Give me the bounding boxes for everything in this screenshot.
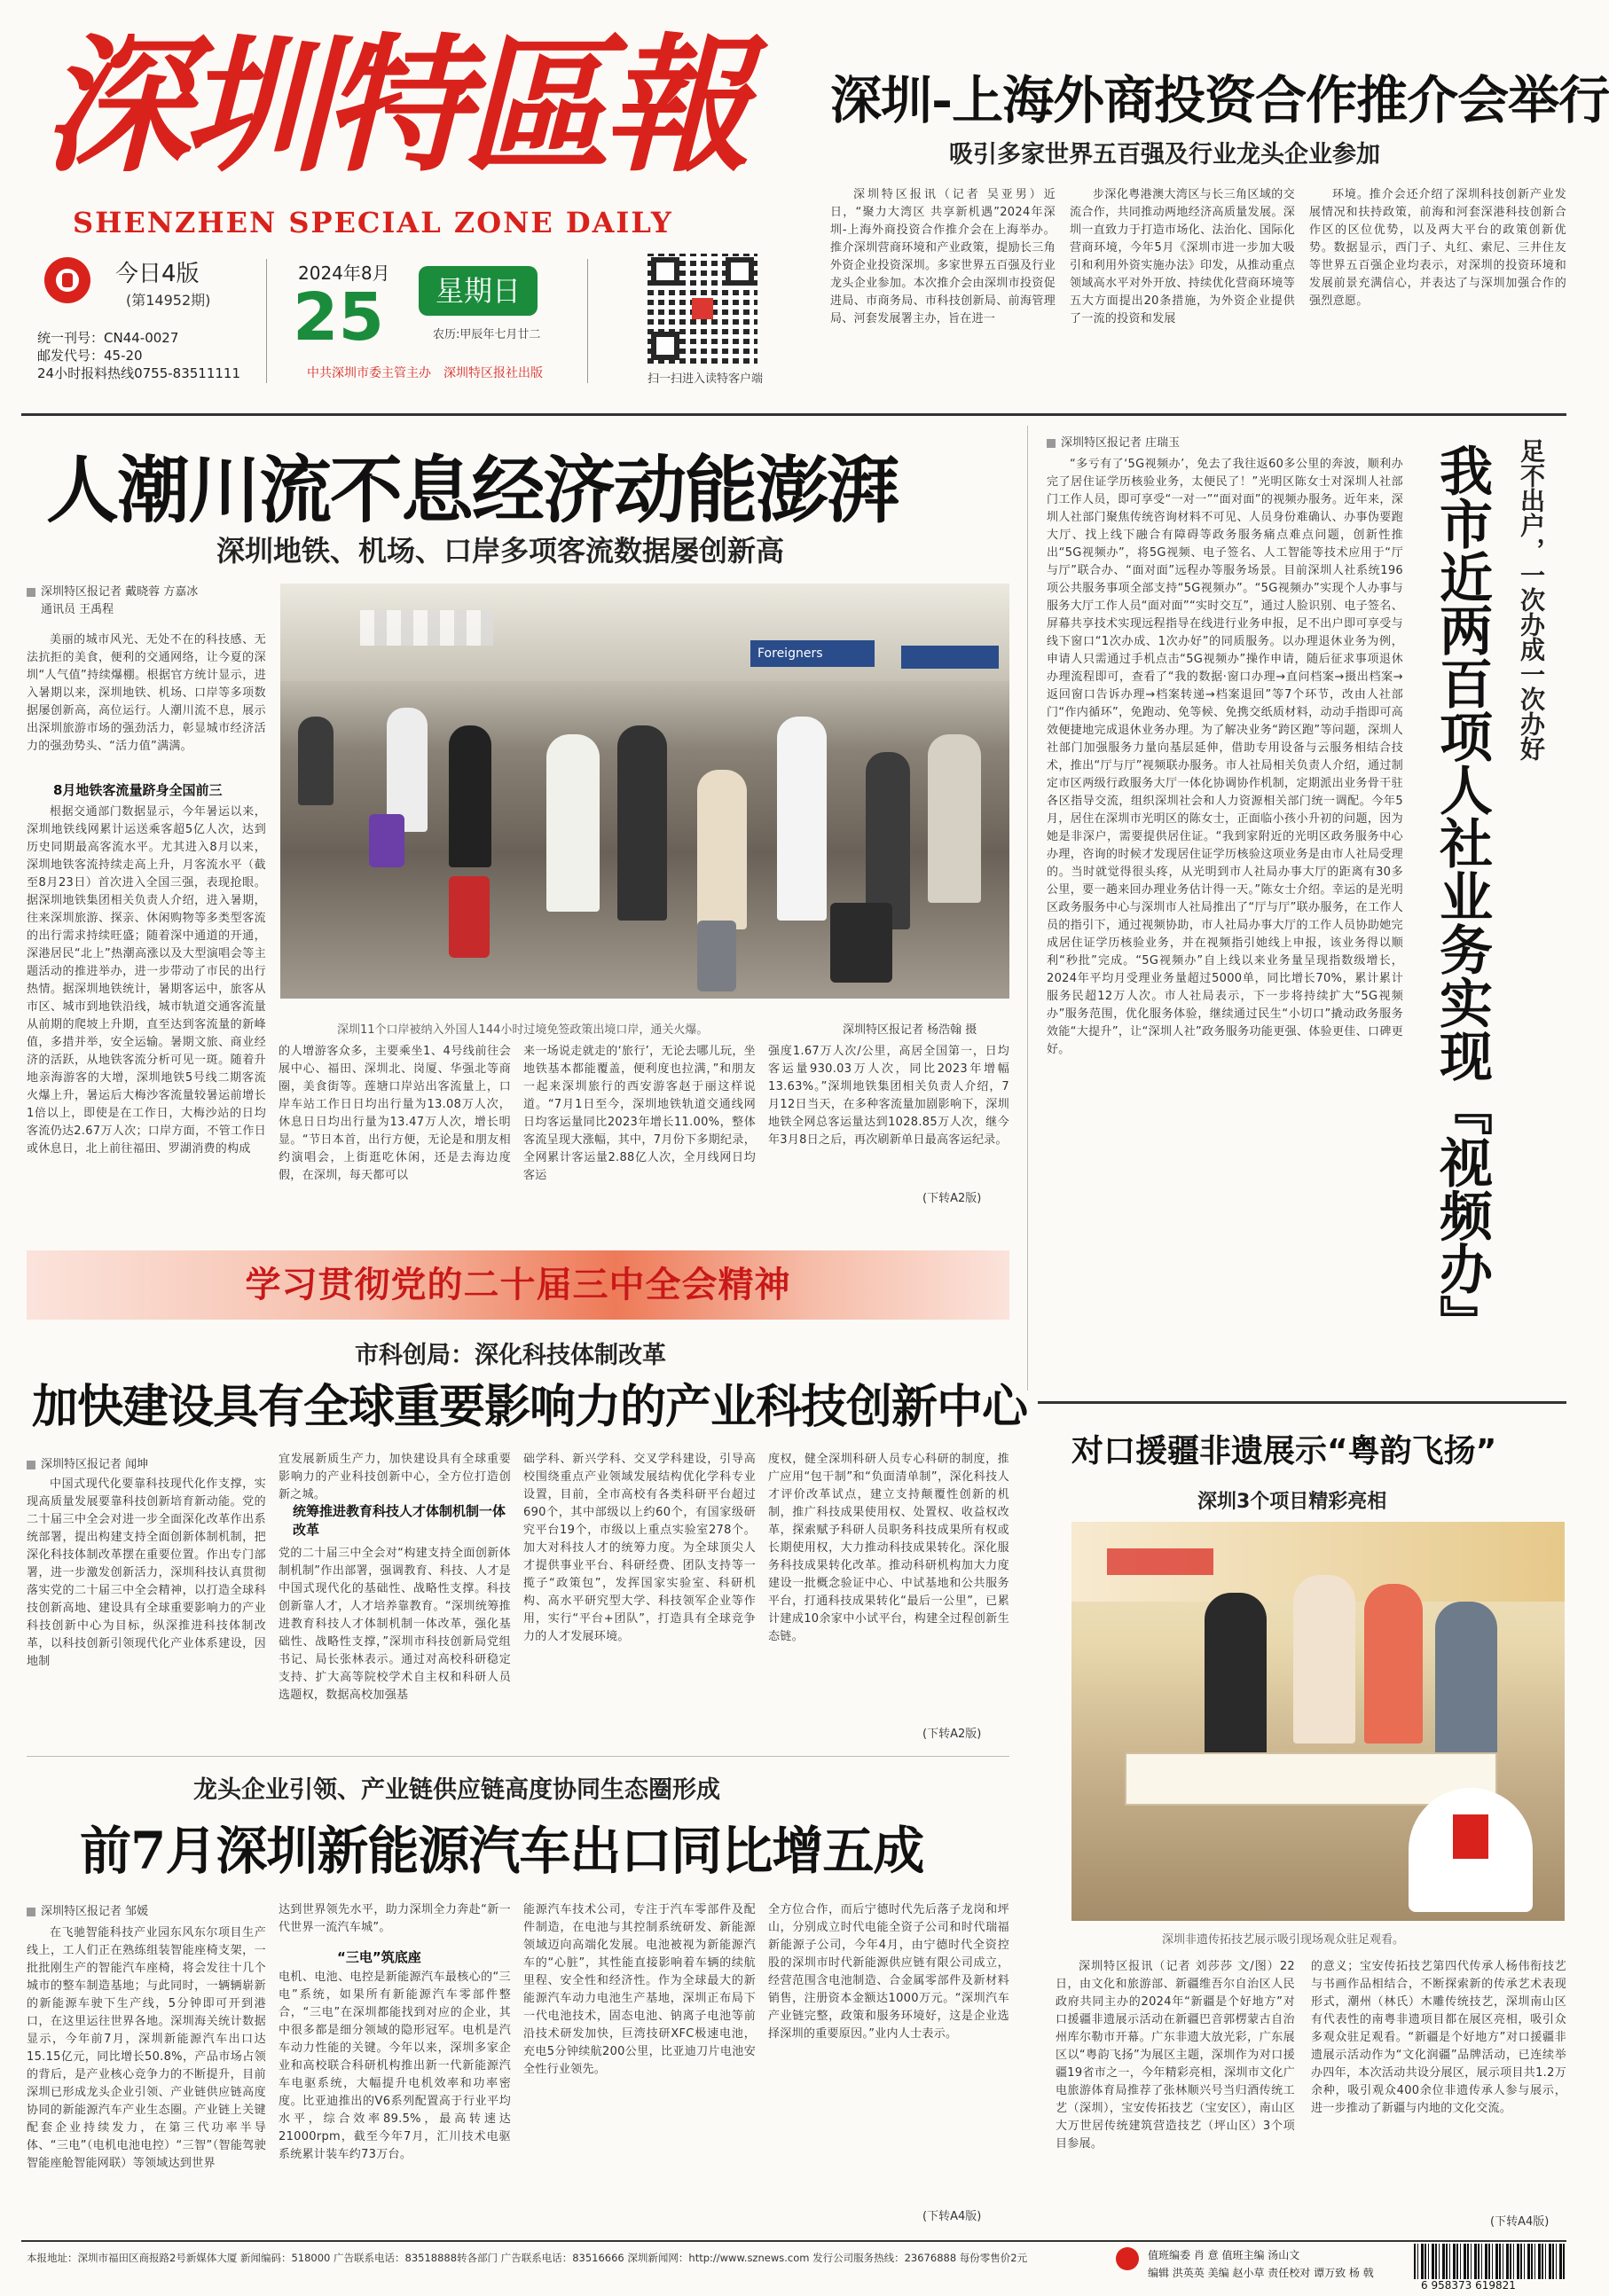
- date-year-month: 2024年8月: [298, 263, 390, 284]
- foreigners-sign: Foreigners: [750, 640, 875, 667]
- footer-editor-1: 值班编委 肖 意 值班主编 汤山文: [1148, 2249, 1300, 2261]
- nev-col-c: 能源汽车技术公司，专注于汽车零部件及配件制造，在电池与其控制系统研发、新能源领域迈向高端化发展。电池被视为新能源汽车的“心脏”，其性能直接影响着车辆的续航里程、安全性和经济性。作为全球最大的新能源汽车动力电池生产基地，深圳正布局下一代电池技术，固态电池、钠离子电池等前沿技术研发加快，巨湾技研XFC极速电池，充电5分钟续航200公里，比亚迪刀片电池安全性行业领先。: [523, 1903, 756, 2076]
- feiyi-continued[interactable]: (下转A4版): [1490, 2215, 1550, 2229]
- lead-continued[interactable]: (下转A2版): [922, 1192, 982, 1205]
- science-col-d: 度权，健全深圳科研人员专心科研的制度，推广应用“包干制”和“负面清单制”，深化科技人才评价改革试点，建立支持颠覆性创新的机制，推广科技成果使用权、处置权、收益权改革，探索赋予科研人员职务科技成果所有权或长期使用权，大力推动科技成果转化。深化服务科技成果转化改革。推动科研机构加大力度建设一批概念验证中心、中试基地和公共服务平台，打通科技成果转化“最后一公里”，已累计建成10余家中小试平台，构建全过程创新生态链。: [768, 1453, 1009, 1643]
- feiyi-photo-caption: 深圳非遗传拓技艺展示吸引现场观众驻足观看。: [1162, 1933, 1405, 1947]
- qr-caption: 扫一扫进入读特客户端: [648, 372, 764, 386]
- date-day: 25: [293, 279, 384, 356]
- barcode-number: 6 958373 619821: [1421, 2279, 1516, 2292]
- lead-subtitle-1: 8月地铁客流量跻身全国前三: [53, 782, 223, 798]
- science-subtitle: 统筹推进教育科技人才体制机制一体改革: [293, 1503, 506, 1538]
- top-story-headline[interactable]: 深圳-上海外商投资合作推介会举行: [830, 70, 1609, 130]
- nev-col-b: 达到世界领先水平，助力深圳全力奔赴“新一代世界一流汽车城”。: [279, 1903, 511, 1934]
- science-continued[interactable]: (下转A2版): [922, 1728, 982, 1741]
- feiyi-photo[interactable]: [1071, 1522, 1565, 1921]
- barcode: [1414, 2244, 1565, 2279]
- footer-editor-2: 编辑 洪英英 美编 赵小草 责任校对 谭万致 杨 戟: [1148, 2267, 1374, 2279]
- top-story-col3: 环境。推介会还介绍了深圳科技创新产业发展情况和扶持政策，前海和河套深港科技创新合作区的区位优势，以及两大平台的政策创新优势。数据显示，西门子、丸红、索尼、三井住友等世界五百强企业均表示，对深圳的投资环境和发展前景充满信心，并表达了与深圳加强合作的强烈意愿。: [1309, 188, 1566, 308]
- top-story-col2: 步深化粤港澳大湾区与长三角区域的交流合作，共同推动两地经济高质量发展。深圳一直致力于打造市场化、法治化、国际化营商环境，今年5月《深圳市进一步加大吸引和利用外资实施办法》印发，从推动重点领域高水平对外开放、持续优化营商环境等五大方面提出20条措施，为外资企业提供了一流的投资和发展: [1070, 188, 1295, 325]
- top-story-col1: 深圳特区报讯（记者 吴亚男）近日，“聚力大湾区 共享新机遇”2024年深圳-上海外商投资合作推介会在上海举办。推介深圳营商环境和产业政策，提励长三角外资企业投资深圳。多家世界五百强及行业龙头企业参加。本次推介会由深圳市投资促进局、市商务局、市科技创新局、前海管理局、河套发展署主办，旨在进一: [830, 188, 1056, 325]
- science-col-b2: 党的二十届三中全会对“构建支持全面创新体制机制”作出部署，强调教育、科技、人才是中国式现代化的基础性、战略性支撑。科技创新靠人才，人才培养靠教育。“深圳统筹推进教育科技人才体制机制一体改革，强化基础性、战略性支撑，”深圳市科技创新局党组书记、局长张林表示。通过对高校科研稳定支持、扩大高等院校学术自主权和科研人员选题权，数据高校加强基: [279, 1547, 511, 1702]
- science-col-c: 础学科、新兴学科、交叉学科建设，引导高校围绕重点产业领域发展结构优化学科专业设置，目前，全市高校有各类科研平台超过690个，其中部级以上约60个，有国家级研究平台19个，市级以上重点实验室278个。加大对科技人才的统筹力度。为全球顶尖人才提供事业平台、科研经费、团队支持等一揽子“政策包”，发挥国家实验室、科研机构、高水平研究型大学、科技领军企业等作用，实行“平台+团队”，打造具有全球竞争力的人才发展环境。: [523, 1453, 756, 1643]
- science-kicker: 市科创局：深化科技体制改革: [355, 1342, 666, 1369]
- weekday-label: 星期日: [435, 274, 521, 308]
- qr-code[interactable]: [648, 254, 757, 364]
- feiyi-subhead: 深圳3个项目精彩亮相: [1197, 1491, 1387, 1513]
- feiyi-col-a: 深圳特区报讯（记者 刘莎莎 文/图）22日，由文化和旅游部、新疆维吾尔自治区人民政府共同主办的2024年“新疆是个好地方”对口援疆非遗展示活动在新疆巴音郭楞蒙古自治州库尔勒市开幕。广东非遗大放光彩，广东展区以“粤韵飞扬”为展区主题，深圳作为对口援疆19省市之一，今年精彩亮相，深圳市文化广电旅游体育局推荐了张林顺兴号当归酒传统工艺（深圳），宝安传拓技艺（宝安区），南山区大万世居传统建筑营造技艺（坪山区）3个项目参展。: [1056, 1960, 1295, 2151]
- sidebar-byline: 深圳特区报记者 庄瑞玉: [1047, 433, 1180, 450]
- lead-subhead: 深圳地铁、机场、口岸多项客流数据屡创新高: [216, 534, 785, 568]
- nev-headline[interactable]: 前7月深圳新能源汽车出口同比增五成: [80, 1821, 924, 1881]
- nev-col-a: 在飞驰智能科技产业园东风东尔项目生产线上，工人们正在熟练组装智能座椅支架，一批批刚生产的智能汽车座椅，将会发往十几个城市的整车制造基地；与此同时，一辆辆崭新的新能源车驶下生产线，5分钟即可开到港口，在这里运往世界各地。深圳海关统计数据显示，今年前7月，深圳新能源汽车出口达15.15亿元，同比增长50.8%，产品市场占领的背后，是产业核心竞争力的不断提升，目前深圳已形成龙头企业引领、产业链供应链高度协同的新能源汽车产业生态圈。产业链上关键配套企业持续发力，在第三代功率半导体、“三电”（电机电池电控）“三智”（智能驾驶智能座舱智能网联）等领域达到世界: [27, 1926, 266, 2170]
- feiyi-col-b: 的意义；宝安传拓技艺第四代传承人杨伟衔技艺与书画作品相结合，不断探索新的传承艺术表现形式，潮州（林氏）木雕传统技艺，深圳南山区有代表性的南粤非遗项目都在展区亮相，吸引众多观众驻足观看。“新疆是个好地方”对口援疆非遗展示活动作为“文化润疆”品牌活动，已连续举办四年，本次活动共设分展区，展示项目共1.2万余种，吸引观众400余位非遗传承人参与展示，进一步推动了新疆与内地的文化交流。: [1311, 1960, 1566, 2115]
- sidebar-col-a: “多亏有了‘5G视频办’，免去了我往返60多公里的奔波，顺利办完了居住证学历核验业务，太便民了！”光明区陈女士对深圳人社部门工作人员，即可享受“一对一”“面对面”的视频办服务。近年来，深圳人社部门聚焦传统咨询材料不可见、人员身份难确认、办事伪要跑大厅、找上线下融合有障碍等政务服务痛点难点问题，创新性推出“5G视频办”，将5G视频、电子签名、人工智能等技术应用于“厅与厅”联合办、“面对面”远程办等服务场景。目前深圳人社系统196项公共服务事项全部支持“5G视频办”。“5G视频办”实现个人办事与服务大厅工作人员“面对面”“实时交互”，通过人脸识别、电子签名、屏幕共享技术实现远程指导在线进行业务申报，足不出户即可享受与线下窗口“1次办成、1次办好”的同质服务。以办理退休业务为例，申请人只需通过手机点击“5G视频办”操作申请，随后征求事项退休办理流程即可，查看了“我的数据·窗口办理→直问档案→摄出档案→返回窗口告诉办理→档案转递→档案退回”等7个环节，改由人社部门“作内循环”，免跑动、免等候、免携交纸质材料，动动手指即可高效便捷地完成退休业务办理。为了解决业务“跨区跑”等问题，深圳人社部门加强服务力量向基层延伸，借助专用设备与云服务相结合技术，推出“厅与厅”视频联办服务。市人社局相关负责人介绍，通过制定市区两级行政服务大厅一体化协调协作机制，定期派出业务骨干驻各区指导交流，组织深圳社会和人力资源相关部门统一调配。今年5月，居住在深圳市光明区的陈女士，正面临小孩小升初的问题，因为她是非深户，需要提供居住证。“我到家附近的光明区政务服务中心办理，咨询的时候才发现居住证学历核验这项业务是由市人社局受理的。当时就觉得很头疼，从光明到市人社局办事大厅的距离有30多公里，要一趟来回办理业务估计得一天。”陈女士介绍。幸运的是光明区政务服务中心与深圳市人社局推出了“厅与厅”联办服务，在工作人员的指引下，通过视频协助，市人社局办事大厅的工作人员协助她完成居住证学历核验业务，并在视频指引她线上申报，该业务得以顺利“秒批”完成。“5G视频办”自上线以来业务量呈现指数级增长，2024年平均月受理业务量超过5000单，同比增长70%，累计累计服务民超12万人次。市人社局表示，下一步将持续扩大“5G视频办”服务范围，优化服务体验，继续通过民生“小切口”撬动政务服务效能“大提升”，让“深圳人社”政务服务功能更强、体验更佳、口碑更好。: [1047, 458, 1403, 1056]
- lead-intro: 美丽的城市风光、无处不在的科技感、无法抗拒的美食，便利的交通网络，让今夏的深圳“人气值”持续爆棚。根据官方统计显示，进入暑期以来，深圳地铁、机场、口岸等多项数据屡创新高，高位运行。人潮川流不息，展示出深圳旅游市场的强劲活力，彰显城市经济活力的强劲势头、“活力值”满满。: [27, 633, 266, 753]
- science-byline: 深圳特区报记者 闻坤: [27, 1454, 148, 1471]
- weekday-badge: [419, 266, 538, 316]
- paper-logo-icon: [44, 257, 90, 303]
- theme-banner-text: 学习贯彻党的二十届三中全会精神: [245, 1264, 791, 1305]
- lead-col-c: 来一场说走就走的‘旅行’，无论去哪儿玩，坐地铁基本都能覆盖，便利度也拉满，”和朋友一起来深圳旅行的西安游客赵于丽这样说道。“7月1日至今，深圳地铁轨道交通线网日均客运量同比2023年增长11.00%，整体客流呈现大涨幅，其中，7月份下多期纪录，全网累计客运量2.88亿人次，全月线网日均客运: [523, 1045, 756, 1182]
- theme-banner: [27, 1250, 1009, 1320]
- edition-count: 今日4版: [115, 261, 200, 287]
- science-col-b: 宜发展新质生产力，加快建设具有全球重要影响力的产业科技创新中心，全方位打造创新之城。: [279, 1453, 511, 1501]
- nev-byline: 深圳特区报记者 邹媛: [27, 1901, 148, 1918]
- cn-code: 统一刊号：CN44-0027: [37, 330, 179, 346]
- science-col-a: 中国式现代化要靠科技现代化作支撑，实现高质量发展要靠科技创新培育新动能。党的二十届三中全会对进一步全面深化改革作出系统部署，提出构建支持全面创新体制机制，把深化科技体制改革摆在重要位置。作出专门部署，进一步激发创新活力，深圳科技认真贯彻落实党的二十届三中全会精神，以打造全球科技创新高地、建设具有全球重要影响力的产业科技创新中心为目标，纵深推进科技体制改革，以科技创新引领现代化产业体系建设，因地制: [27, 1477, 266, 1668]
- post-code: 邮发代号：45-20: [37, 348, 143, 364]
- footer-logo-icon: [1116, 2247, 1139, 2270]
- masthead-english: SHENZHEN SPECIAL ZONE DAILY: [73, 206, 673, 239]
- lead-photo[interactable]: [280, 584, 1009, 999]
- nev-col-d: 全方位合作，而后宁德时代先后落子龙岗和坪山，分别成立时代电能全资子公司和时代瑞福新能源子公司，今年4月，由宁德时代全资控股的深圳市时代新能源供应链有限公司成立，经营范围含电池制造、合金属零部件及新材料销售，注册资本金额达1000万元。“深圳汽车产业链完整，政策和服务环境好，这是企业选择深圳的重要原因。”业内人士表示。: [768, 1903, 1009, 2041]
- lead-byline-2: 通讯员 王禹程: [41, 603, 114, 616]
- nev-subtitle: “三电”筑底座: [337, 1949, 421, 1965]
- lead-photo-caption: 深圳11个口岸被纳入外国人144小时过境免签政策出境口岸，通关火爆。: [337, 1023, 709, 1037]
- lead-byline: 深圳特区报记者 戴晓蓉 方嘉冰: [27, 582, 198, 599]
- nev-col-b2: 电机、电池、电控是新能源汽车最核心的“三电”系统，如果所有新能源汽车零部件整合，“三电”在深圳都能找到对应的企业，其中很多都是细分领域的隐形冠军。电机是汽车动力性能的关键。今年以来，深圳多家企业和高校联合科研机构推出新一代新能源汽车电驱系统，大幅提升电机效率和功率密度。比亚迪推出的V6系列配置高于行业平均水平，综合效率89.5%，最高转速达21000rpm，截至今年7月，汇川技术电驱系统累计装车约73万台。: [279, 1971, 511, 2161]
- nev-continued[interactable]: (下转A4版): [922, 2210, 982, 2223]
- lead-col-a: 根据交通部门数据显示，今年暑运以来，深圳地铁线网累计运送乘客超5亿人次，达到历史同期最高客流水平。尤其进入8月以来，深圳地铁客流持续走高上升，月客流水平（截至8月23日）首次进入全国三强，表现抢眼。据深圳地铁集团相关负责人介绍，进入暑期，往来深圳旅游、探亲、休闲购物等多类型客流的出行需求持续旺盛；随着深中通道的开通，深港居民“北上”热潮高涨以及大型演唱会等主题活动的推进举办，进一步带动了市民的出行热情。据深圳地铁统计，暑期客运中，旅客从市区、城市到地铁沿线，城市轨道交通客流量从前期的爬坡上升期，直至达到客流量的新峰值，多措并举，安全运输。暑期文旅、商业经济的活跃，从地铁客流分析可见一斑。随着升地亲海游客的大增，深圳地铁5号线二期客流火爆上升，暑运后大梅沙客流量较暑运前增长1倍以上，即使是在工作日，大梅沙站的日均客流仍达2.67万人次；口岸方面，不管工作日或休息日，北上前往福田、罗湖消费的构成: [27, 805, 266, 1156]
- issue-number: (第14952期): [126, 292, 211, 309]
- news-hotline: 24小时报料热线0755-83511111: [37, 365, 241, 381]
- lead-photo-credit: 深圳特区报记者 杨浩翰 摄: [843, 1023, 977, 1037]
- lead-col-b: 的人增游客众多，主要乘坐1、4号线前往会展中心、福田、深圳北、岗厦、华强北等商圈，美食街等。莲塘口岸站出客流量上，口岸车站工作日日均出行量为13.08万人次，休息日日均出行量为13.47万人次，增长明显。“节日本首，出行方便，无论是和朋友相约演唱会，上街逛吃休闲，还是去海边度假，在深圳，每天都可以: [279, 1045, 511, 1182]
- masthead-info-bar: [27, 250, 807, 392]
- sidebar-kicker: 足不出户，一次办成一次办好: [1517, 438, 1546, 761]
- lunar-date: 农历:甲辰年七月廿二: [433, 328, 541, 341]
- top-story-subhead: 吸引多家世界五百强及行业龙头企业参加: [949, 141, 1380, 168]
- footer-info: 本报地址：深圳市福田区商报路2号新媒体大厦 新闻编码：518000 广告联系电话：83518888转各部门 广告联系电话：83516666 深圳新闻网：http://www.sznews.com 发行公司服务热线：23676888 每份零售价2元: [27, 2252, 1028, 2264]
- sidebar-headline[interactable]: 我市近两百项人社业务实现『视频办』: [1431, 443, 1493, 1348]
- nev-kicker: 龙头企业引领、产业链供应链高度协同生态圈形成: [193, 1776, 720, 1804]
- lead-col-d: 强度1.67万人次/公里，高居全国第一，日均客运量930.03万人次，同比2023年增幅13.63%。”深圳地铁集团相关负责人介绍，7月12日当天，在多种客流量加剧影响下，深圳地铁全网总客运量达到1028.85万人次，继今年3月8日之后，再次刷新单日最高客运纪录。: [768, 1045, 1009, 1147]
- lead-headline[interactable]: 人潮川流不息经济动能澎湃: [46, 448, 899, 533]
- feiyi-headline[interactable]: 对口援疆非遗展示“粤韵飞扬”: [1071, 1433, 1497, 1469]
- sponsor-line: 中共深圳市委主管主办 深圳特区报社出版: [307, 366, 543, 380]
- science-headline[interactable]: 加快建设具有全球重要影响力的产业科技创新中心: [32, 1380, 1028, 1434]
- masthead-logo: 深圳特區報: [43, 20, 743, 192]
